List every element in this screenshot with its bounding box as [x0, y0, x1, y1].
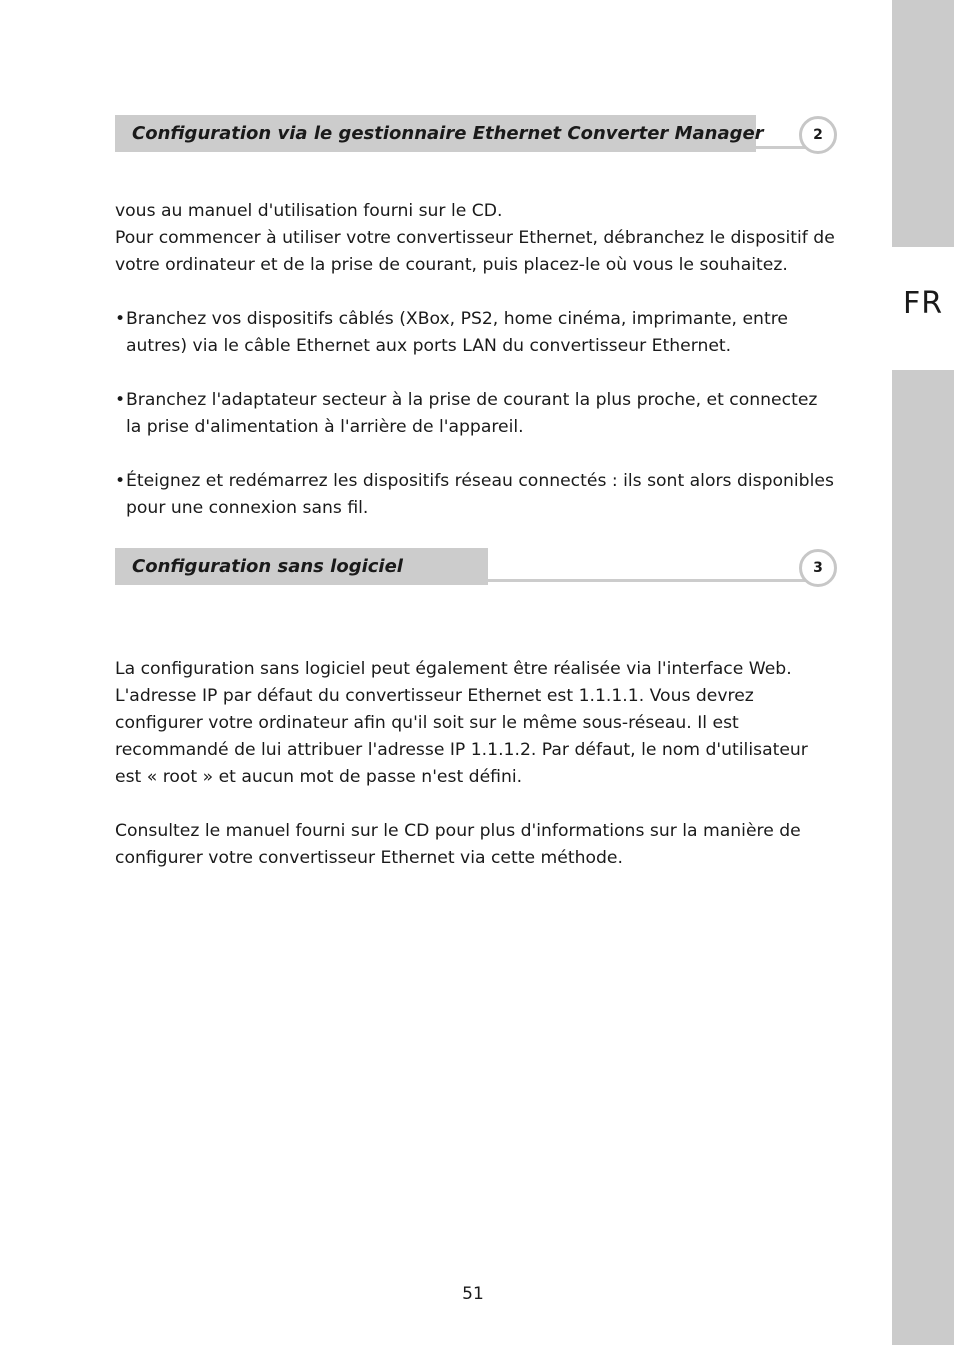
language-tab-strip-top	[892, 0, 954, 247]
section-3-rule	[488, 579, 822, 582]
section-2-number-badge: 2	[799, 116, 837, 154]
section-2-body	[115, 198, 835, 522]
section-3-body	[115, 656, 835, 872]
list-item	[115, 387, 835, 441]
bullet-marker: •	[115, 309, 126, 329]
section-3-number-badge: 3	[799, 549, 837, 587]
page-number: 51	[462, 1284, 484, 1304]
section-3-header	[115, 548, 837, 585]
section-3-title: Configuration sans logiciel	[115, 548, 488, 585]
language-tab-label: FR	[902, 286, 944, 321]
list-item-text: Branchez vos dispositifs câblés (XBox, PS2, home cinéma, imprimante, entre autres) via le câble Ethernet aux ports LAN du convertisseur Ethernet.	[126, 309, 788, 356]
list-item-text: Branchez l'adaptateur secteur à la prise de courant la plus proche, et connectez la prise d'alimentation à l'arrière de l'appareil.	[126, 390, 818, 437]
section-2-title: Configuration via le gestionnaire Ethernet Converter Manager	[115, 115, 756, 152]
list-item-text: Éteignez et redémarrez les dispositifs réseau connectés : ils sont alors disponibles pour une connexion sans fil.	[126, 471, 834, 518]
bullet-marker: •	[115, 390, 126, 410]
bullet-marker: •	[115, 471, 126, 491]
list-item	[115, 306, 835, 360]
section-2-header	[115, 115, 837, 152]
list-item	[115, 468, 835, 522]
section-3-paragraph-1: La configuration sans logiciel peut également être réalisée via l'interface Web. L'adresse IP par défaut du convertisseur Ethernet est 1.1.1.1. Vous devrez configurer votre ordinateur afin qu'il soit sur le même sous-réseau. Il est recommandé de lui attribuer l'adresse IP 1.1.1.2. Par défaut, le nom d'utilisateur est « root » et aucun mot de passe n'est défini.	[115, 659, 808, 787]
section-3-paragraph-2: Consultez le manuel fourni sur le CD pour plus d'informations sur la manière de configurer votre convertisseur Ethernet via cette méthode.	[115, 821, 801, 868]
language-tab-strip-bottom	[892, 370, 954, 1345]
section-2-paragraph-1: vous au manuel d'utilisation fourni sur le CD.	[115, 201, 503, 221]
section-2-paragraph-2: Pour commencer à utiliser votre convertisseur Ethernet, débranchez le dispositif de votre ordinateur et de la prise de courant, puis placez-le où vous le souhaitez.	[115, 228, 835, 275]
